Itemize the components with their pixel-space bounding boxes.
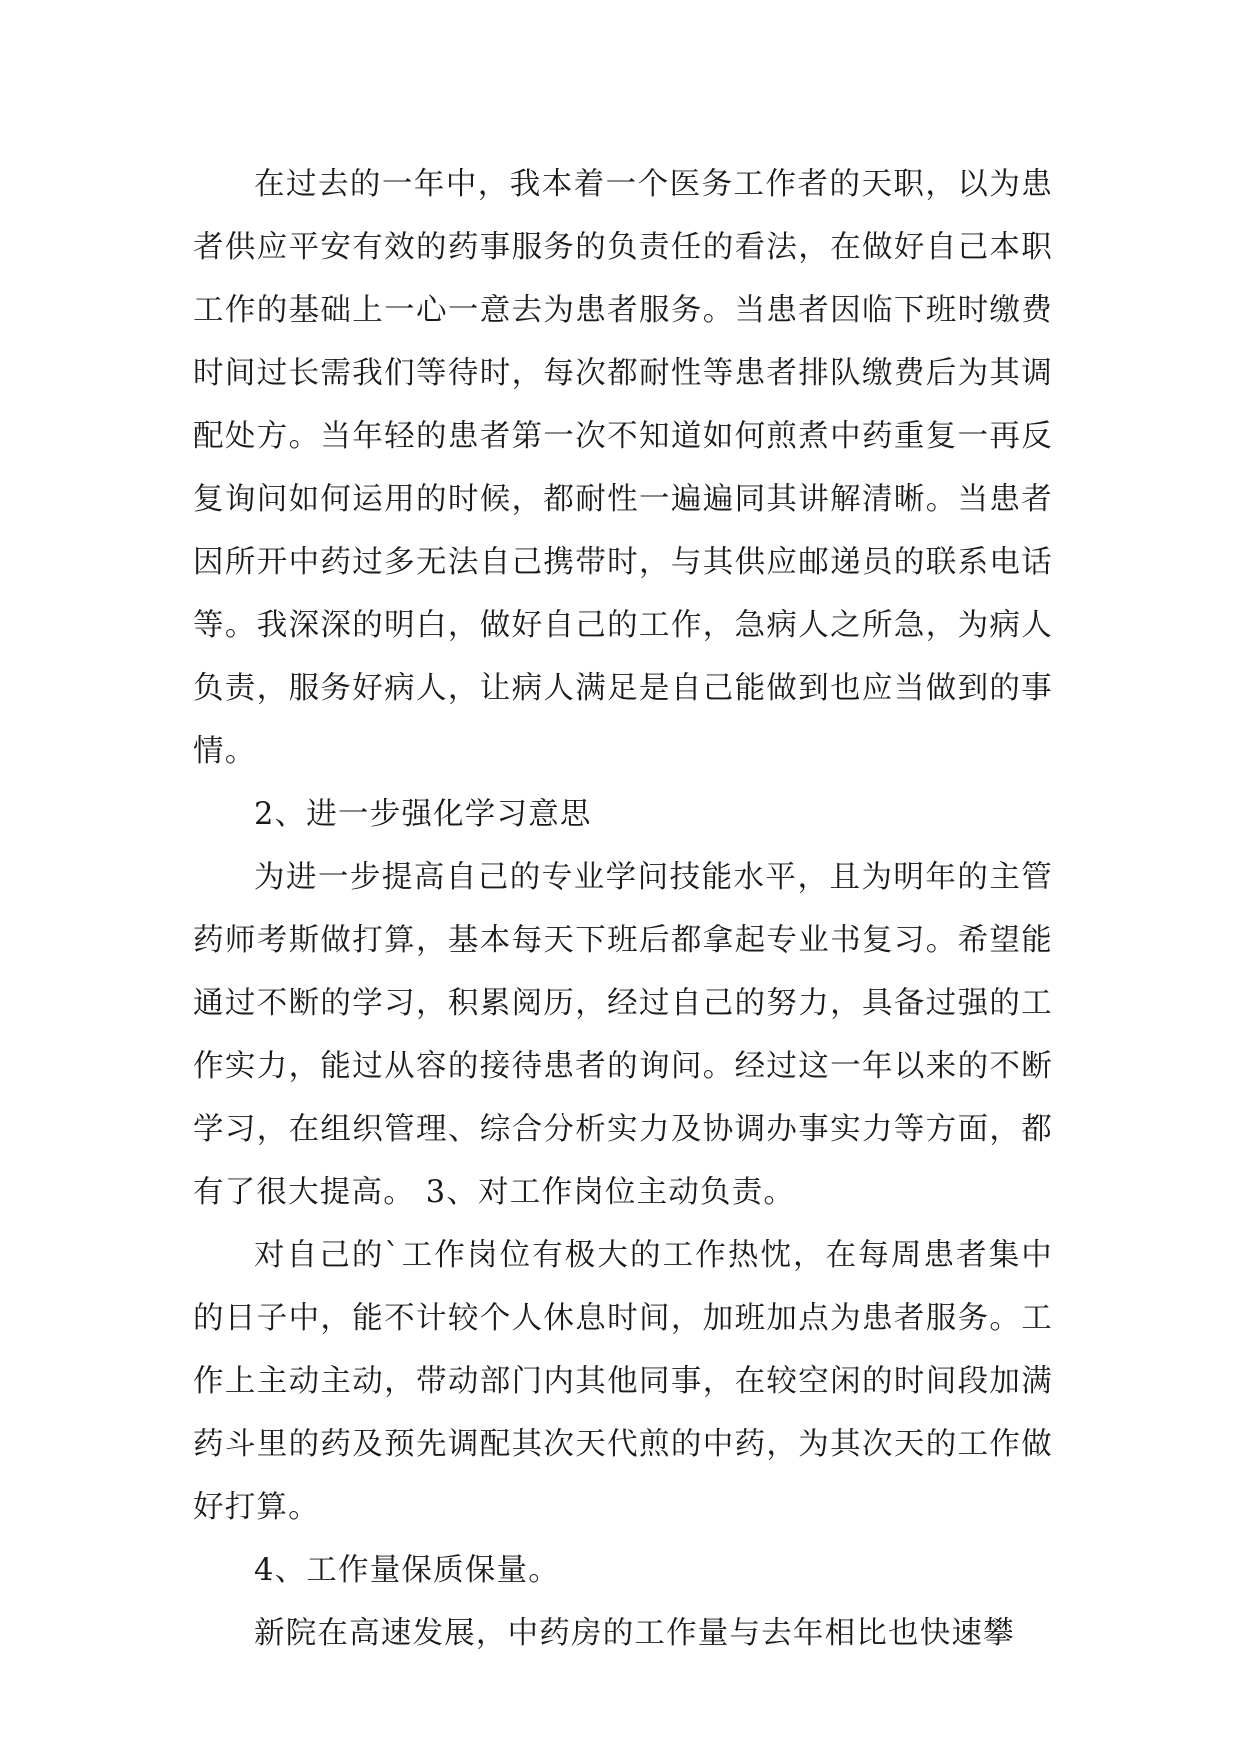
document-body xyxy=(193,153,1053,1665)
paragraph-new-hospital-growth: 新院在高速发展，中药房的工作量与去年相比也快速攀 xyxy=(254,1616,1015,1651)
heading-study-awareness: 2、进一步强化学习意思 xyxy=(254,797,592,832)
paragraph-professional-study: 为进一步提高自己的专业学问技能水平，且为明年的主管药师考斯做打算，基本每天下班后都拿起专业书复习。希望能通过不断的学习，积累阅历，经过自己的努力，具备过强的工作实力，能过从容的接待患者的询问。经过这一年以来的不断学习，在组织管理、综合分析实力及协调办事实力等方面，都有了很大提高。 3、对工作岗位主动负责。 xyxy=(193,860,1053,1210)
paragraph-pharmacy-service: 在过去的一年中，我本着一个医务工作者的天职，以为患者供应平安有效的药事服务的负责任的看法，在做好自己本职工作的基础上一心一意去为患者服务。当患者因临下班时缴费时间过长需我们等待时，每次都耐性等患者排队缴费后为其调配处方。当年轻的患者第一次不知道如何煎煮中药重复一再反复询问如何运用的时候，都耐性一遍遍同其讲解清晰。当患者因所开中药过多无法自己携带时，与其供应邮递员的联系电话等。我深深的明白，做好自己的工作，急病人之所急，为病人负责，服务好病人，让病人满足是自己能做到也应当做到的事情。 xyxy=(193,167,1053,769)
heading-workload-quality: 4、工作量保质保量。 xyxy=(254,1553,560,1588)
paragraph-work-enthusiasm: 对自己的`工作岗位有极大的工作热忱，在每周患者集中的日子中，能不计较个人休息时间，加班加点为患者服务。工作上主动主动，带动部门内其他同事，在较空闲的时间段加满药斗里的药及预先调配其次天代煎的中药，为其次天的工作做好打算。 xyxy=(193,1238,1053,1525)
